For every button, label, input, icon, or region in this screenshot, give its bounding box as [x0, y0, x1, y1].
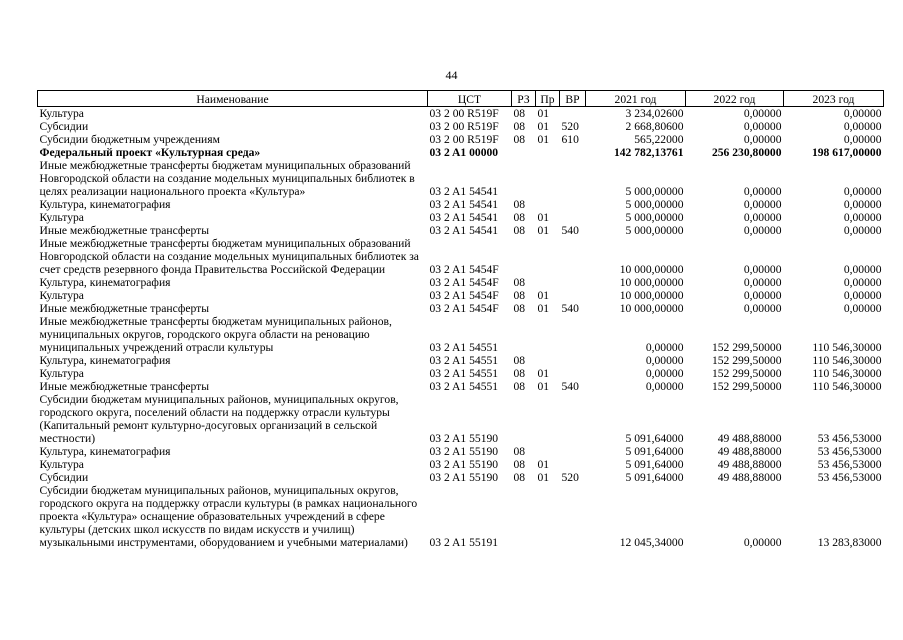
cell-pr [536, 445, 560, 458]
cell-2022: 0,00000 [743, 302, 782, 315]
cell-2022: 0,00000 [743, 211, 782, 224]
cell-2022: 152 299,50000 [711, 354, 782, 367]
cell-2023: 0,00000 [843, 276, 882, 289]
cell-rz: 08 [513, 289, 526, 302]
header-rz: РЗ [512, 91, 536, 107]
cell-2021: 10 000,00000 [619, 302, 684, 315]
cell-2023: 0,00000 [843, 107, 882, 120]
cell-2022: 49 488,88000 [717, 445, 782, 458]
cell-2021: 0,00000 [645, 341, 684, 354]
cell-rz: 08 [513, 302, 526, 315]
table-row [38, 289, 884, 302]
header-cst: ЦСТ [428, 91, 512, 107]
cell-rz: 08 [513, 211, 526, 224]
table-row [38, 367, 884, 380]
cell-pr [536, 484, 560, 549]
cell-rz: 08 [513, 354, 526, 367]
cell-vr: 540 [561, 380, 579, 393]
cell-2021: 5 091,64000 [625, 458, 684, 471]
cell-name: Культура [39, 107, 84, 120]
cell-2021: 10 000,00000 [619, 289, 684, 302]
cell-rz: 08 [513, 224, 526, 237]
cell-2022: 0,00000 [743, 289, 782, 302]
cell-2021: 5 000,00000 [625, 185, 684, 198]
cell-pr: 01 [537, 471, 550, 484]
table-row [38, 133, 884, 146]
cell-cst: 03 2 A1 55190 [429, 471, 499, 484]
cell-2021: 0,00000 [645, 354, 684, 367]
table-row [38, 146, 884, 159]
cell-name: Культура, кинематография [39, 198, 171, 211]
cell-name: Культура, кинематография [39, 445, 171, 458]
cell-2023: 53 456,53000 [817, 458, 882, 471]
header-2023: 2023 год [784, 91, 884, 107]
cell-pr: 01 [537, 367, 550, 380]
cell-cst: 03 2 A1 54551 [429, 354, 499, 367]
cell-2023: 0,00000 [843, 289, 882, 302]
cell-2021: 3 234,02600 [625, 107, 684, 120]
cell-name: Культура, кинематография [39, 276, 171, 289]
cell-cst: 03 2 00 R519F [429, 107, 499, 120]
cell-cst: 03 2 00 R519F [429, 133, 499, 146]
cell-cst: 03 2 A1 55191 [429, 536, 499, 549]
cell-name: Иные межбюджетные трансферты бюджетам муниципальных образований Новгородской области на создание модельных муниципальных библиотек в целях реализации национального проекта «Культура» [39, 159, 415, 198]
cell-rz: 08 [513, 107, 526, 120]
cell-cst: 03 2 A1 5454F [429, 302, 499, 315]
cell-pr [536, 198, 560, 211]
cell-2022: 0,00000 [743, 107, 782, 120]
cell-2021: 5 000,00000 [625, 224, 684, 237]
cell-2023: 110 546,30000 [812, 354, 882, 367]
cell-2022: 0,00000 [743, 185, 782, 198]
cell-rz [512, 315, 536, 354]
cell-2022: 0,00000 [743, 133, 782, 146]
cell-cst: 03 2 A1 5454F [429, 289, 499, 302]
cell-name: Культура [39, 458, 84, 471]
cell-2021: 5 000,00000 [625, 198, 684, 211]
cell-cst: 03 2 A1 54541 [429, 211, 499, 224]
cell-vr: 610 [561, 133, 579, 146]
cell-2021: 10 000,00000 [619, 276, 684, 289]
cell-pr [536, 354, 560, 367]
cell-rz [512, 146, 536, 159]
cell-cst: 03 2 A1 00000 [429, 146, 499, 159]
header-2021: 2021 год [586, 91, 686, 107]
cell-2021: 565,22000 [634, 133, 684, 146]
table-row [38, 198, 884, 211]
cell-2023: 110 546,30000 [812, 367, 882, 380]
cell-vr [560, 484, 586, 549]
table-row [38, 159, 884, 198]
cell-2021: 12 045,34000 [619, 536, 684, 549]
cell-2021: 5 091,64000 [625, 471, 684, 484]
cell-2022: 0,00000 [743, 536, 782, 549]
cell-2023: 110 546,30000 [812, 341, 882, 354]
cell-2022: 152 299,50000 [711, 341, 782, 354]
cell-pr: 01 [537, 458, 550, 471]
cell-pr [536, 315, 560, 354]
cell-cst: 03 2 00 R519F [429, 120, 499, 133]
cell-name: Федеральный проект «Культурная среда» [39, 146, 261, 159]
cell-vr [560, 146, 586, 159]
cell-vr [560, 445, 586, 458]
budget-table [37, 90, 884, 549]
cell-pr [536, 276, 560, 289]
table-row [38, 276, 884, 289]
table-row [38, 237, 884, 276]
cell-vr [560, 289, 586, 302]
cell-vr [560, 198, 586, 211]
cell-rz [512, 393, 536, 445]
cell-2022: 152 299,50000 [711, 367, 782, 380]
cell-vr [560, 237, 586, 276]
cell-pr [536, 159, 560, 198]
cell-cst: 03 2 A1 5454F [429, 276, 499, 289]
cell-rz: 08 [513, 120, 526, 133]
cell-2023: 0,00000 [843, 224, 882, 237]
cell-name: Культура [39, 289, 84, 302]
cell-name: Иные межбюджетные трансферты бюджетам муниципальных образований Новгородской области на создание модельных муниципальных библиотек за счет средств резервного фонда Правительства Российской Федерации [39, 237, 419, 276]
cell-2021: 142 782,13761 [613, 146, 684, 159]
cell-2022: 49 488,88000 [717, 458, 782, 471]
cell-pr: 01 [537, 120, 550, 133]
table-row [38, 120, 884, 133]
cell-name: Субсидии [39, 471, 89, 484]
cell-name: Иные межбюджетные трансферты [39, 380, 210, 393]
cell-pr: 01 [537, 107, 550, 120]
cell-rz [512, 159, 536, 198]
cell-2023: 198 617,00000 [811, 146, 882, 159]
table-row [38, 302, 884, 315]
cell-2021: 10 000,00000 [619, 263, 684, 276]
cell-pr: 01 [537, 133, 550, 146]
cell-vr [560, 354, 586, 367]
table-row [38, 354, 884, 367]
cell-cst: 03 2 A1 54551 [429, 341, 499, 354]
cell-vr: 540 [561, 224, 579, 237]
cell-2023: 53 456,53000 [817, 432, 882, 445]
cell-name: Культура [39, 367, 84, 380]
cell-2022: 0,00000 [743, 263, 782, 276]
header-name: Наименование [38, 91, 428, 107]
cell-2022: 0,00000 [743, 198, 782, 211]
cell-rz: 08 [513, 367, 526, 380]
cell-2022: 49 488,88000 [717, 471, 782, 484]
cell-rz [512, 237, 536, 276]
cell-2023: 0,00000 [843, 198, 882, 211]
cell-pr [536, 237, 560, 276]
cell-2021: 0,00000 [645, 380, 684, 393]
cell-rz: 08 [513, 276, 526, 289]
cell-rz: 08 [513, 198, 526, 211]
cell-cst: 03 2 A1 55190 [429, 432, 499, 445]
cell-name: Субсидии [39, 120, 89, 133]
table-header-row [38, 91, 884, 107]
cell-2023: 0,00000 [843, 302, 882, 315]
cell-name: Субсидии бюджетам муниципальных районов, муниципальных округов, городского округа на поддержку отрасли культуры (в рамках национального проекта «Культура» оснащение образовательных учреждений в сфере культуры (детских школ искусств по видам искусств и училищ) музыкальными инструментами, оборудованием и учебными материалами) [39, 484, 418, 549]
cell-cst: 03 2 A1 54551 [429, 367, 499, 380]
cell-2022: 0,00000 [743, 120, 782, 133]
cell-vr [560, 458, 586, 471]
table-row [38, 458, 884, 471]
cell-cst: 03 2 A1 55190 [429, 458, 499, 471]
cell-2021: 5 000,00000 [625, 211, 684, 224]
cell-rz: 08 [513, 458, 526, 471]
table-row [38, 445, 884, 458]
cell-rz: 08 [513, 471, 526, 484]
cell-vr: 540 [561, 302, 579, 315]
page-number: 44 [445, 68, 458, 82]
cell-vr [560, 367, 586, 380]
cell-2023: 53 456,53000 [817, 471, 882, 484]
cell-name: Культура [39, 211, 84, 224]
cell-vr [560, 107, 586, 121]
header-2022: 2022 год [686, 91, 784, 107]
cell-2021: 5 091,64000 [625, 432, 684, 445]
cell-name: Культура, кинематография [39, 354, 171, 367]
table-row [38, 107, 884, 121]
cell-vr: 520 [561, 120, 579, 133]
cell-2022: 0,00000 [743, 224, 782, 237]
cell-2023: 110 546,30000 [812, 380, 882, 393]
cell-cst: 03 2 A1 54541 [429, 185, 499, 198]
cell-pr [536, 146, 560, 159]
cell-cst: 03 2 A1 54541 [429, 224, 499, 237]
cell-rz: 08 [513, 133, 526, 146]
cell-name: Иные межбюджетные трансферты [39, 224, 210, 237]
cell-name: Субсидии бюджетным учреждениям [39, 133, 220, 146]
cell-rz: 08 [513, 380, 526, 393]
cell-vr [560, 211, 586, 224]
cell-pr: 01 [537, 302, 550, 315]
cell-pr: 01 [537, 224, 550, 237]
cell-name: Иные межбюджетные трансферты бюджетам муниципальных районов, муниципальных округов, городского округа области на реновацию муниципальных учреждений отрасли культуры [39, 315, 392, 354]
cell-2021: 5 091,64000 [625, 445, 684, 458]
cell-2023: 0,00000 [843, 120, 882, 133]
cell-2022: 152 299,50000 [711, 380, 782, 393]
cell-vr [560, 393, 586, 445]
cell-2022: 256 230,80000 [711, 146, 782, 159]
cell-cst: 03 2 A1 54551 [429, 380, 499, 393]
cell-rz [512, 484, 536, 549]
cell-vr [560, 159, 586, 198]
cell-vr [560, 315, 586, 354]
cell-name: Субсидии бюджетам муниципальных районов, муниципальных округов, городского округа, поселений области на поддержку отрасли культуры (Капитальный ремонт культурно-досуговых организаций в сельской местности) [39, 393, 399, 445]
table-row [38, 471, 884, 484]
cell-2023: 0,00000 [843, 133, 882, 146]
cell-vr [560, 276, 586, 289]
cell-cst: 03 2 A1 54541 [429, 198, 499, 211]
table-row [38, 224, 884, 237]
cell-name: Иные межбюджетные трансферты [39, 302, 210, 315]
cell-2023: 0,00000 [843, 263, 882, 276]
cell-2023: 0,00000 [843, 211, 882, 224]
cell-vr: 520 [561, 471, 579, 484]
table-body [38, 107, 884, 550]
cell-pr: 01 [537, 380, 550, 393]
cell-2023: 13 283,83000 [817, 536, 882, 549]
cell-2023: 0,00000 [843, 185, 882, 198]
header-pr: Пр [536, 91, 560, 107]
table-row [38, 393, 884, 445]
cell-cst: 03 2 A1 55190 [429, 445, 499, 458]
cell-rz: 08 [513, 445, 526, 458]
table-row [38, 211, 884, 224]
cell-pr [536, 393, 560, 445]
cell-cst: 03 2 A1 5454F [429, 263, 499, 276]
table-row [38, 315, 884, 354]
cell-2021: 2 668,80600 [625, 120, 684, 133]
table-row [38, 380, 884, 393]
cell-2022: 0,00000 [743, 276, 782, 289]
table-row [38, 484, 884, 549]
cell-pr: 01 [537, 211, 550, 224]
cell-2023: 53 456,53000 [817, 445, 882, 458]
cell-2022: 49 488,88000 [717, 432, 782, 445]
cell-2021: 0,00000 [645, 367, 684, 380]
cell-pr: 01 [537, 289, 550, 302]
header-vr: ВР [560, 91, 586, 107]
